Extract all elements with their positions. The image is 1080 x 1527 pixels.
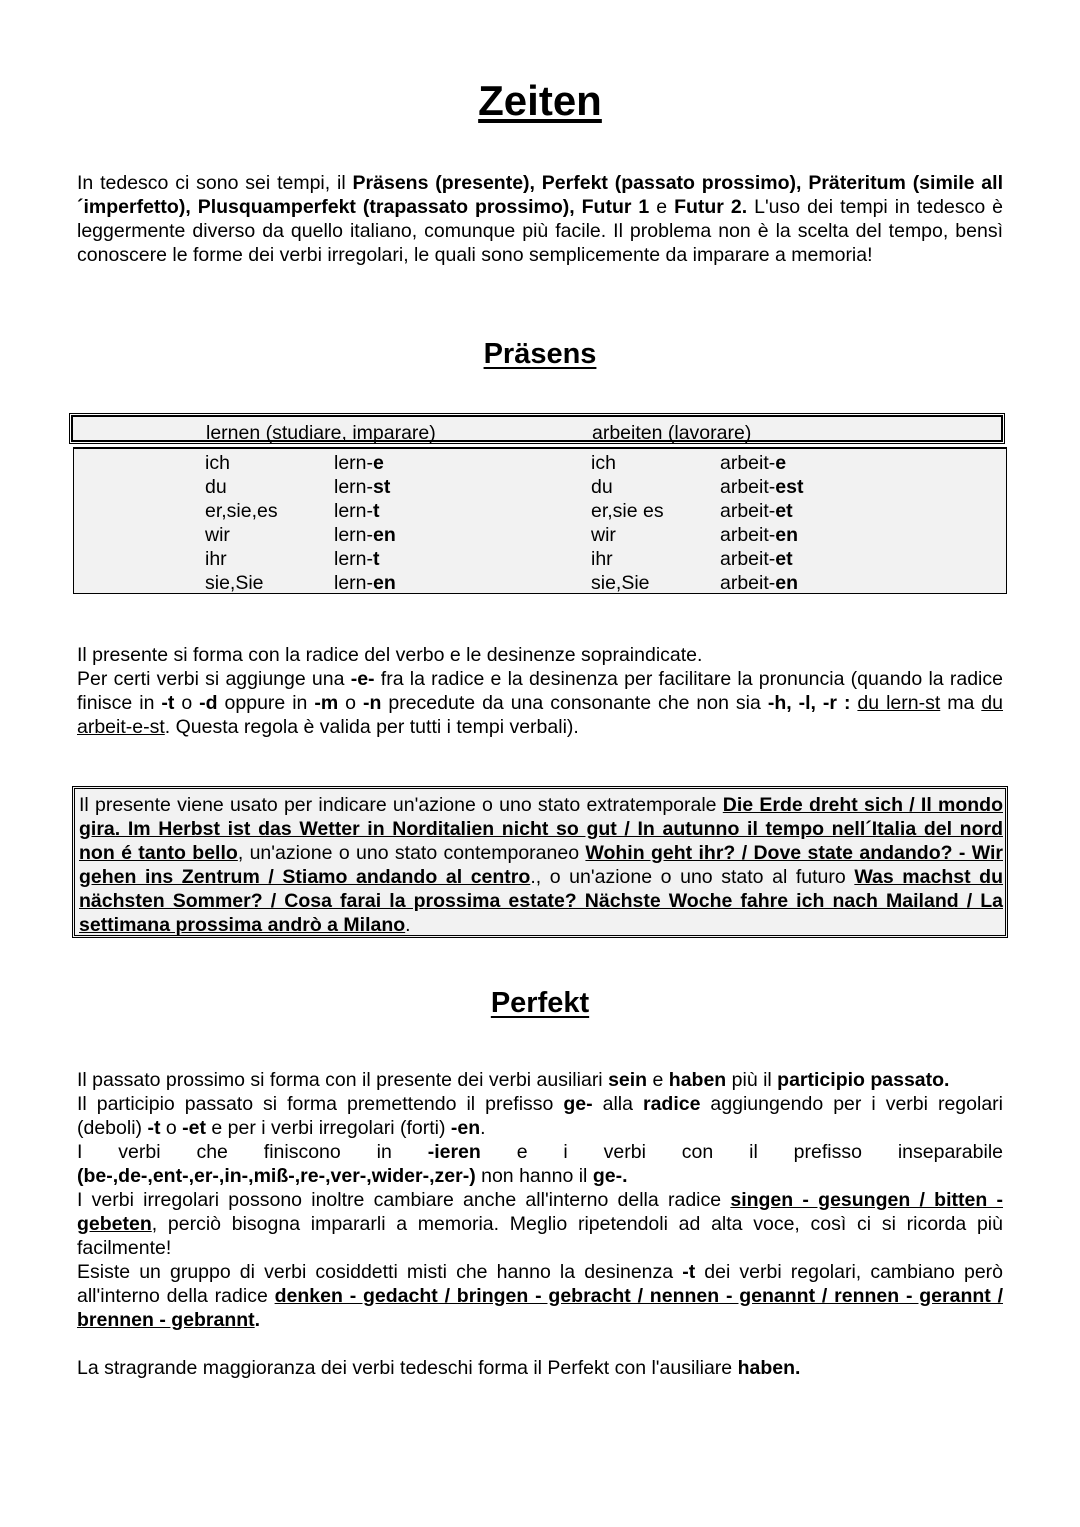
intro-text: In tedesco ci sono sei tempi, il (77, 172, 353, 194)
bold-term: -ieren (427, 1141, 481, 1163)
table-cell-form (720, 475, 803, 499)
rule-text: o (338, 692, 363, 714)
verb-ending: et (775, 500, 793, 522)
text: dei verbi regolari, cambiano però all'interno della radice (77, 1261, 1003, 1307)
table-cell-form (720, 571, 798, 595)
verb-stem: arbeit- (720, 572, 776, 594)
verb-stem: lern- (334, 524, 374, 546)
usage-example: Was machst du nächsten Sommer? / Cosa farai la prossima estate? Nächste Woche fahre ich nach Mailand / La settimana prossima andrò a Milano (79, 866, 1004, 936)
rule-text: . Questa regola è valida per tutti i tempi verbali). (164, 716, 579, 738)
bold-term: . (254, 1309, 261, 1331)
bold-term: radice (642, 1093, 701, 1115)
verb-stem: arbeit- (720, 500, 776, 522)
verb-stem: arbeit- (720, 476, 776, 498)
verb-stem: lern- (334, 548, 374, 570)
rule-text: ma (940, 692, 982, 714)
usage-example: Wohin geht ihr? / Dove state andando? - Wir gehen ins Zentrum / Stiamo andando al centro (79, 842, 1003, 888)
example: denken - gedacht / bringen - gebracht / nennen - genannt / rennen - gerannt / brennen - gebrannt (77, 1285, 1003, 1331)
verb-stem: arbeit- (720, 524, 776, 546)
verb-ending: e (775, 452, 787, 474)
verb-ending: et (775, 548, 793, 570)
page-title: Zeiten (478, 77, 602, 124)
verb-ending: en (373, 572, 396, 594)
verb-ending: en (775, 572, 799, 594)
verb-ending: t (373, 548, 380, 570)
verb2-title: arbeiten (lavorare) (592, 422, 752, 444)
perfekt-line (77, 1140, 1003, 1188)
text: più il (726, 1069, 778, 1091)
table-cell-form (334, 451, 384, 475)
table-cell-pronoun: wir (205, 524, 230, 546)
table-cell-pronoun: ihr (205, 548, 227, 570)
verb-stem: lern- (334, 572, 374, 594)
bold-term: ge- (563, 1093, 593, 1115)
usage-text (79, 793, 1003, 937)
rule-text: o (174, 692, 200, 714)
usage-box (72, 786, 1008, 938)
rule-example: du arbeit-e-st (77, 692, 1003, 738)
perfekt-paragraph (77, 1068, 1003, 1380)
conjugation-table-header (71, 415, 1003, 442)
verb-stem: arbeit- (720, 548, 776, 570)
section-heading-perfekt: Perfekt (490, 987, 590, 1019)
bold-term: (be-,de-,ent-,er-,in-,miß-,re-,ver-,wider-,zer-) (77, 1165, 476, 1187)
bold-term: participio passato. (777, 1069, 950, 1091)
example: singen - gesungen / bitten - gebeten (77, 1189, 1003, 1235)
text: e (647, 1069, 669, 1091)
bold-term: haben. (737, 1357, 801, 1379)
rule-bold: -t (161, 692, 175, 714)
bold-term: sein (608, 1069, 648, 1091)
intro-text: L'uso dei tempi in tedesco è leggermente diverso da quello italiano, comunque più facile. Il problema non è la scelta del tempo, bensì conoscere le forme dei verbi irregolari, le quali sono semplicemente da imparare a memoria! (77, 196, 1004, 266)
bold-term: -et (182, 1117, 206, 1139)
table-cell-form (720, 451, 786, 475)
rule-text: precedute da una consonante che non sia (381, 692, 768, 714)
verb-ending: en (373, 524, 396, 546)
table-cell-form (334, 547, 380, 571)
conjugation-table (73, 447, 1007, 594)
usage-plain: . (405, 914, 411, 936)
usage-example: Die Erde dreht sich / Il mondo gira. Im Herbst ist das Wetter in Norditalien nicht so gut / In autunno il tempo nell´Italia del nord non é tanto bello (79, 794, 1003, 864)
text: Il participio passato si forma premettendo il prefisso (77, 1093, 564, 1115)
intro-futur2: Futur 2. (674, 196, 748, 218)
table-cell-pronoun: du (591, 476, 613, 498)
verb-ending: en (775, 524, 799, 546)
table-cell-form (334, 523, 396, 547)
bold-term: -t (682, 1261, 696, 1283)
verb-stem: arbeit- (720, 452, 776, 474)
text: I verbi irregolari possono inoltre cambiare anche all'interno della radice (77, 1189, 731, 1211)
table-cell-form (334, 499, 380, 523)
text: I verbi che finiscono in (77, 1141, 428, 1163)
bold-term: -t (147, 1117, 161, 1139)
rule-bold: -m (314, 692, 339, 714)
usage-plain: , un'azione o uno stato contemporaneo (237, 842, 586, 864)
text: . (480, 1117, 486, 1139)
rule-text: oppure in (217, 692, 315, 714)
table-cell-pronoun: sie,Sie (205, 572, 264, 594)
rule-line (77, 667, 1003, 739)
table-cell-form (720, 547, 793, 571)
perfekt-line (77, 1068, 1003, 1092)
text: alla (592, 1093, 643, 1115)
table-cell-form (720, 523, 798, 547)
rule-line: Il presente si forma con la radice del verbo e le desinenze sopraindicate. (77, 644, 703, 666)
text: aggiungendo per i verbi regolari (deboli) (77, 1093, 1003, 1139)
perfekt-line (77, 1188, 1003, 1260)
verb1-title: lernen (studiare, imparare) (206, 422, 436, 444)
rule-example: du lern-st (857, 692, 941, 714)
table-cell-form (334, 571, 396, 595)
rule-bold: -n (363, 692, 382, 714)
table-cell-form (334, 475, 390, 499)
table-cell-form (720, 499, 793, 523)
table-cell-pronoun: er,sie es (591, 500, 664, 522)
verb-ending: t (373, 500, 380, 522)
rule-bold: -h, -l, -r : (767, 692, 851, 714)
text: La stragrande maggioranza dei verbi tedeschi forma il Perfekt con l'ausiliare (77, 1357, 738, 1379)
text: Esiste un gruppo di verbi cosiddetti misti che hanno la desinenza (77, 1261, 683, 1283)
table-cell-pronoun: ihr (591, 548, 613, 570)
table-cell-pronoun: er,sie,es (205, 500, 278, 522)
bold-term: haben (668, 1069, 727, 1091)
verb-stem: lern- (334, 452, 374, 474)
section-heading-praesens: Präsens (483, 338, 597, 370)
verb-stem: lern- (334, 476, 374, 498)
intro-paragraph (77, 171, 1003, 267)
rule-text: fra la radice e la desinenza per facilitare la pronuncia (quando la radice finisce in (77, 668, 1003, 714)
text: , perciò bisogna impararli a memoria. Meglio ripetendoli ad alta voce, così ci si ricorda più facilmente! (77, 1213, 1003, 1259)
text: o (160, 1117, 183, 1139)
rule-bold: -d (199, 692, 218, 714)
perfekt-line (77, 1356, 1003, 1380)
intro-tense-list: Präsens (presente), Perfekt (passato prossimo), Präteritum (simile all´imperfetto), Plusquamperfekt (trapassato prossimo), Futur 1 (77, 172, 1003, 218)
usage-plain: ., o un'azione o uno stato al futuro (530, 866, 855, 888)
rule-bold: -e- (350, 668, 375, 690)
perfekt-line (77, 1092, 1003, 1140)
praesens-rule-paragraph (77, 643, 1003, 739)
perfekt-line (77, 1260, 1003, 1332)
table-cell-pronoun: sie,Sie (591, 572, 650, 594)
table-cell-pronoun: du (205, 476, 227, 498)
table-cell-pronoun: ich (205, 452, 230, 474)
bold-term: ge-. (592, 1165, 628, 1187)
text: e i verbi con il prefisso inseparabile (480, 1141, 1003, 1163)
verb-stem: lern- (334, 500, 374, 522)
rule-text: Per certi verbi si aggiunge una (77, 668, 351, 690)
intro-text: e (649, 196, 675, 218)
text: e per i verbi irregolari (forti) (205, 1117, 451, 1139)
table-cell-pronoun: ich (591, 452, 616, 474)
verb-ending: e (373, 452, 384, 474)
table-cell-pronoun: wir (591, 524, 616, 546)
text: non hanno il (475, 1165, 593, 1187)
verb-ending: st (373, 476, 391, 498)
verb-ending: est (775, 476, 804, 498)
usage-plain: Il presente viene usato per indicare un'azione o uno stato extratemporale (79, 794, 723, 816)
text: Il passato prossimo si forma con il presente dei verbi ausiliari (77, 1069, 609, 1091)
bold-term: -en (450, 1117, 481, 1139)
